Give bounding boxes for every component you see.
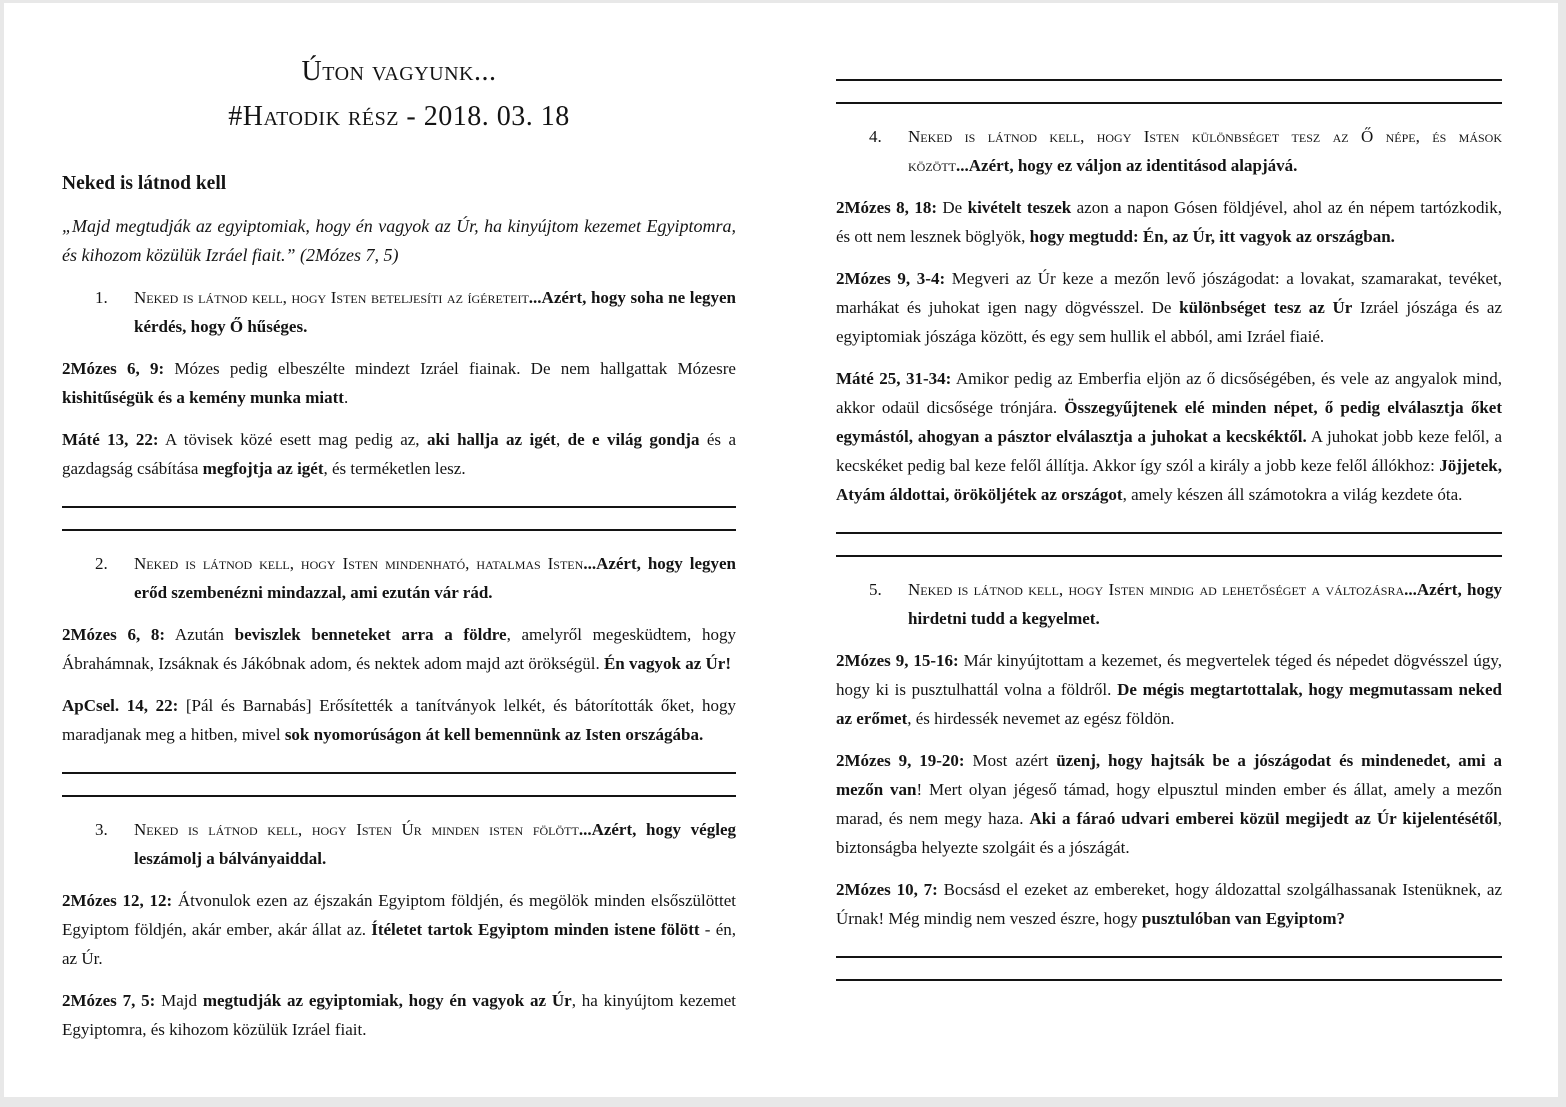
text-run: Azután — [165, 625, 235, 644]
right-column — [836, 49, 1502, 1097]
point-emphasis: ...Azért, hogy végleg leszámolj a bálványaiddal. — [134, 820, 736, 868]
text-run: pusztulóban van Egyiptom? — [1141, 909, 1346, 928]
scripture-paragraph — [836, 646, 1502, 733]
scripture-paragraph — [62, 691, 736, 749]
writing-lines — [62, 762, 736, 797]
text-run: 2Mózes 8, 18: — [836, 198, 937, 217]
document-title-line: Úton vagyunk... — [301, 56, 497, 87]
document-title — [62, 49, 736, 139]
text-run: Jöjjetek, Atyám áldottai, örököljétek az országot — [836, 456, 1502, 504]
point-title-smallcaps: Neked is látnod kell, hogy Isten beteljesíti az ígéreteit — [134, 288, 529, 307]
writing-lines — [62, 496, 736, 531]
numbered-point — [62, 549, 736, 607]
text-run: 2Mózes 10, 7: — [836, 880, 938, 899]
text-run: Izráel jószága és az egyiptomiak jószága között, és egy sem hullik el abból, ami Izráel fiaié. — [836, 298, 1502, 346]
text-run: , — [555, 430, 568, 449]
text-run: 2Mózes 7, 5: — [62, 991, 156, 1010]
numbered-point — [836, 575, 1502, 633]
text-run: azon a napon Gósen földjével, ahol az én népem tartózkodik, és ott nem lesznek böglyök, — [836, 198, 1502, 246]
writing-line — [836, 555, 1502, 557]
text-run: ! Mert olyan jégeső támad, hogy elpusztul minden ember és állat, amely a mezőn marad, és nem megy haza. — [836, 780, 1502, 828]
item-number: 5. — [869, 580, 882, 599]
writing-line — [62, 506, 736, 508]
text-run: 2Mózes 12, 12: — [62, 891, 173, 910]
text-run: és a gazdagság csábítása — [62, 430, 736, 478]
scripture-paragraph — [836, 875, 1502, 933]
text-run: megfojtja az igét — [202, 459, 324, 478]
scripture-paragraph — [836, 364, 1502, 509]
text-run: sok nyomorúságon át kell bemennünk az Isten országába. — [284, 725, 704, 744]
point-title-smallcaps: Neked is látnod kell, hogy Isten mindenható, hatalmas Isten — [134, 554, 584, 573]
text-run: Amikor pedig az Emberfia eljön az ő dicsőségében, és vele az angyalok mind, akkor odaül dicsősége trónjára. — [836, 369, 1502, 417]
text-run: , ha kinyújtom kezemet Egyiptomra, és kihozom közülük Izráel fiait. — [62, 991, 736, 1039]
text-run: A tövisek közé esett mag pedig az, — [158, 430, 427, 449]
text-run: Megveri az Úr keze a mezőn levő jószágodat: a lovakat, szamarakat, tevéket, marhákat és juhokat igen nagy dögvésszel. De — [836, 269, 1503, 317]
text-run: 2Mózes 6, 9: — [62, 359, 165, 378]
text-run: Majd — [155, 991, 203, 1010]
point-title-smallcaps: Neked is látnod kell, hogy Isten mindig ad lehetőséget a változásra — [908, 580, 1405, 599]
text-run: Máté 13, 22: — [62, 430, 159, 449]
writing-lines — [836, 522, 1502, 557]
text-run: 2Mózes 6, 8: — [62, 625, 166, 644]
section-heading: Neked is látnod kell — [62, 173, 227, 194]
text-run: Most azért — [964, 751, 1057, 770]
item-number: 3. — [95, 820, 108, 839]
text-run: , amelyről megesküdtem, hogy Ábrahámnak, Izsáknak és Jákóbnak adom, és nektek adom majd azt örökségül. — [62, 625, 736, 673]
writing-lines — [836, 946, 1502, 981]
scripture-paragraph — [62, 986, 736, 1044]
scripture-paragraph — [62, 620, 736, 678]
text-run: 2Mózes 9, 19-20: — [836, 751, 965, 770]
scripture-paragraph — [836, 193, 1502, 251]
text-run: De — [936, 198, 968, 217]
item-number: 4. — [869, 127, 882, 146]
text-run: [Pál és Barnabás] Erősítették a tanítványok lelkét, és bátorították őket, hogy maradjanak meg a hitben, mivel — [62, 696, 736, 744]
text-run: Aki a fáraó udvari emberei közül megijedt az Úr kijelentésétől — [1029, 809, 1498, 828]
point-title-smallcaps: Neked is látnod kell, hogy Isten különbséget tesz az Ő népe, és mások között — [908, 127, 1502, 175]
scripture-paragraph — [62, 886, 736, 973]
scripture-paragraph — [836, 746, 1502, 862]
item-number: 2. — [95, 554, 108, 573]
document-title-line: #Hatodik rész - 2018. 03. 18 — [228, 101, 570, 132]
scripture-paragraph — [836, 264, 1502, 351]
text-run: . — [343, 388, 349, 407]
text-run: , és terméketlen lesz. — [323, 459, 466, 478]
text-run: üzenj, hogy hajtsák be a jószágodat és mindenedet, ami a mezőn van — [836, 751, 1502, 799]
text-run: Máté 25, 31-34: — [836, 369, 952, 388]
text-run: kishitűségük és a kemény munka miatt — [62, 388, 344, 407]
point-emphasis: ...Azért, hogy legyen erőd szembenézni mindazzal, ami ezután vár rád. — [134, 554, 736, 602]
text-run: Összegyűjtenek elé minden népet, ő pedig elválasztja őket egymástól, ahogyan a pásztor elválasztja a juhokat a kecskéktől. — [836, 398, 1502, 446]
text-run: „Majd megtudják az egyiptomiak, hogy én vagyok az Úr, ha kinyújtom kezemet Egyiptomra, és kihozom közülük Izráel fiait.” (2Mózes 7, 5) — [62, 216, 736, 265]
text-run: Már kinyújtottam a kezemet, és megvertelek téged és népedet dögvésszel úgy, hogy ki is pusztulhattál volna a földről. — [836, 651, 1502, 699]
text-run: ApCsel. 14, 22: — [62, 696, 179, 715]
scripture-paragraph — [62, 425, 736, 483]
numbered-point — [836, 122, 1502, 180]
writing-line — [62, 772, 736, 774]
point-title-smallcaps: Neked is látnod kell, hogy Isten Úr minden isten fölött — [134, 820, 579, 839]
writing-line — [62, 529, 736, 531]
left-column — [62, 49, 736, 1097]
scripture-quote — [62, 212, 736, 270]
point-emphasis: ...Azért, hogy hirdetni tudd a kegyelmet. — [908, 580, 1502, 628]
text-run: Mózes pedig elbeszélte mindezt Izráel fiainak. De nem hallgattak Mózesre — [164, 359, 736, 378]
text-run: Ítéletet tartok Egyiptom minden istene fölött — [371, 920, 700, 939]
text-run: - én, az Úr. — [62, 920, 736, 968]
text-run: , biztonságba helyezte szolgáit és a jószágát. — [836, 809, 1502, 857]
writing-line — [62, 795, 736, 797]
text-run: 2Mózes 9, 15-16: — [836, 651, 959, 670]
text-run: beviszlek benneteket arra a földre — [234, 625, 507, 644]
writing-line — [836, 979, 1502, 981]
writing-line — [836, 532, 1502, 534]
writing-line — [836, 79, 1502, 81]
text-run: kivételt teszek — [967, 198, 1072, 217]
text-run: megtudják az egyiptomiak, hogy én vagyok az Úr — [202, 991, 572, 1010]
point-emphasis: ...Azért, hogy soha ne legyen kérdés, hogy Ő hűséges. — [134, 288, 736, 336]
document-page — [4, 3, 1558, 1097]
text-run: de e világ gondja — [567, 430, 700, 449]
scripture-paragraph — [62, 354, 736, 412]
text-run: különbséget tesz az Úr — [1179, 298, 1353, 317]
writing-line — [836, 102, 1502, 104]
text-run: Átvonulok ezen az éjszakán Egyiptom földjén, és megölök minden elsőszülöttet Egyiptom földjén, akár ember, akár állat az. — [62, 891, 736, 939]
text-run: De mégis megtartottalak, hogy megmutassam neked az erőmet — [836, 680, 1502, 728]
point-emphasis: ...Azért, hogy ez váljon az identitásod alapjává. — [956, 156, 1298, 175]
text-run: 2Mózes 9, 3-4: — [836, 269, 946, 288]
text-run: hogy megtudd: Én, az Úr, itt vagyok az országban. — [1029, 227, 1395, 246]
text-run: A juhokat jobb keze felől, a kecskéket pedig bal keze felől állítja. Akkor így szól a király a jobb keze felől állókhoz: — [836, 427, 1503, 475]
text-run: Én vagyok az Úr! — [603, 654, 731, 673]
text-run: Bocsásd el ezeket az embereket, hogy áldozattal szolgálhassanak Istenüknek, az Úrnak! Még mindig nem veszed észre, hogy — [836, 880, 1502, 928]
text-run: , amely készen áll számotokra a világ kezdete óta. — [1122, 485, 1463, 504]
writing-lines — [836, 69, 1502, 104]
text-run: , és hirdessék nevemet az egész földön. — [907, 709, 1175, 728]
writing-line — [836, 956, 1502, 958]
numbered-point — [62, 283, 736, 341]
item-number: 1. — [95, 288, 108, 307]
text-run: aki hallja az igét — [426, 430, 556, 449]
numbered-point — [62, 815, 736, 873]
